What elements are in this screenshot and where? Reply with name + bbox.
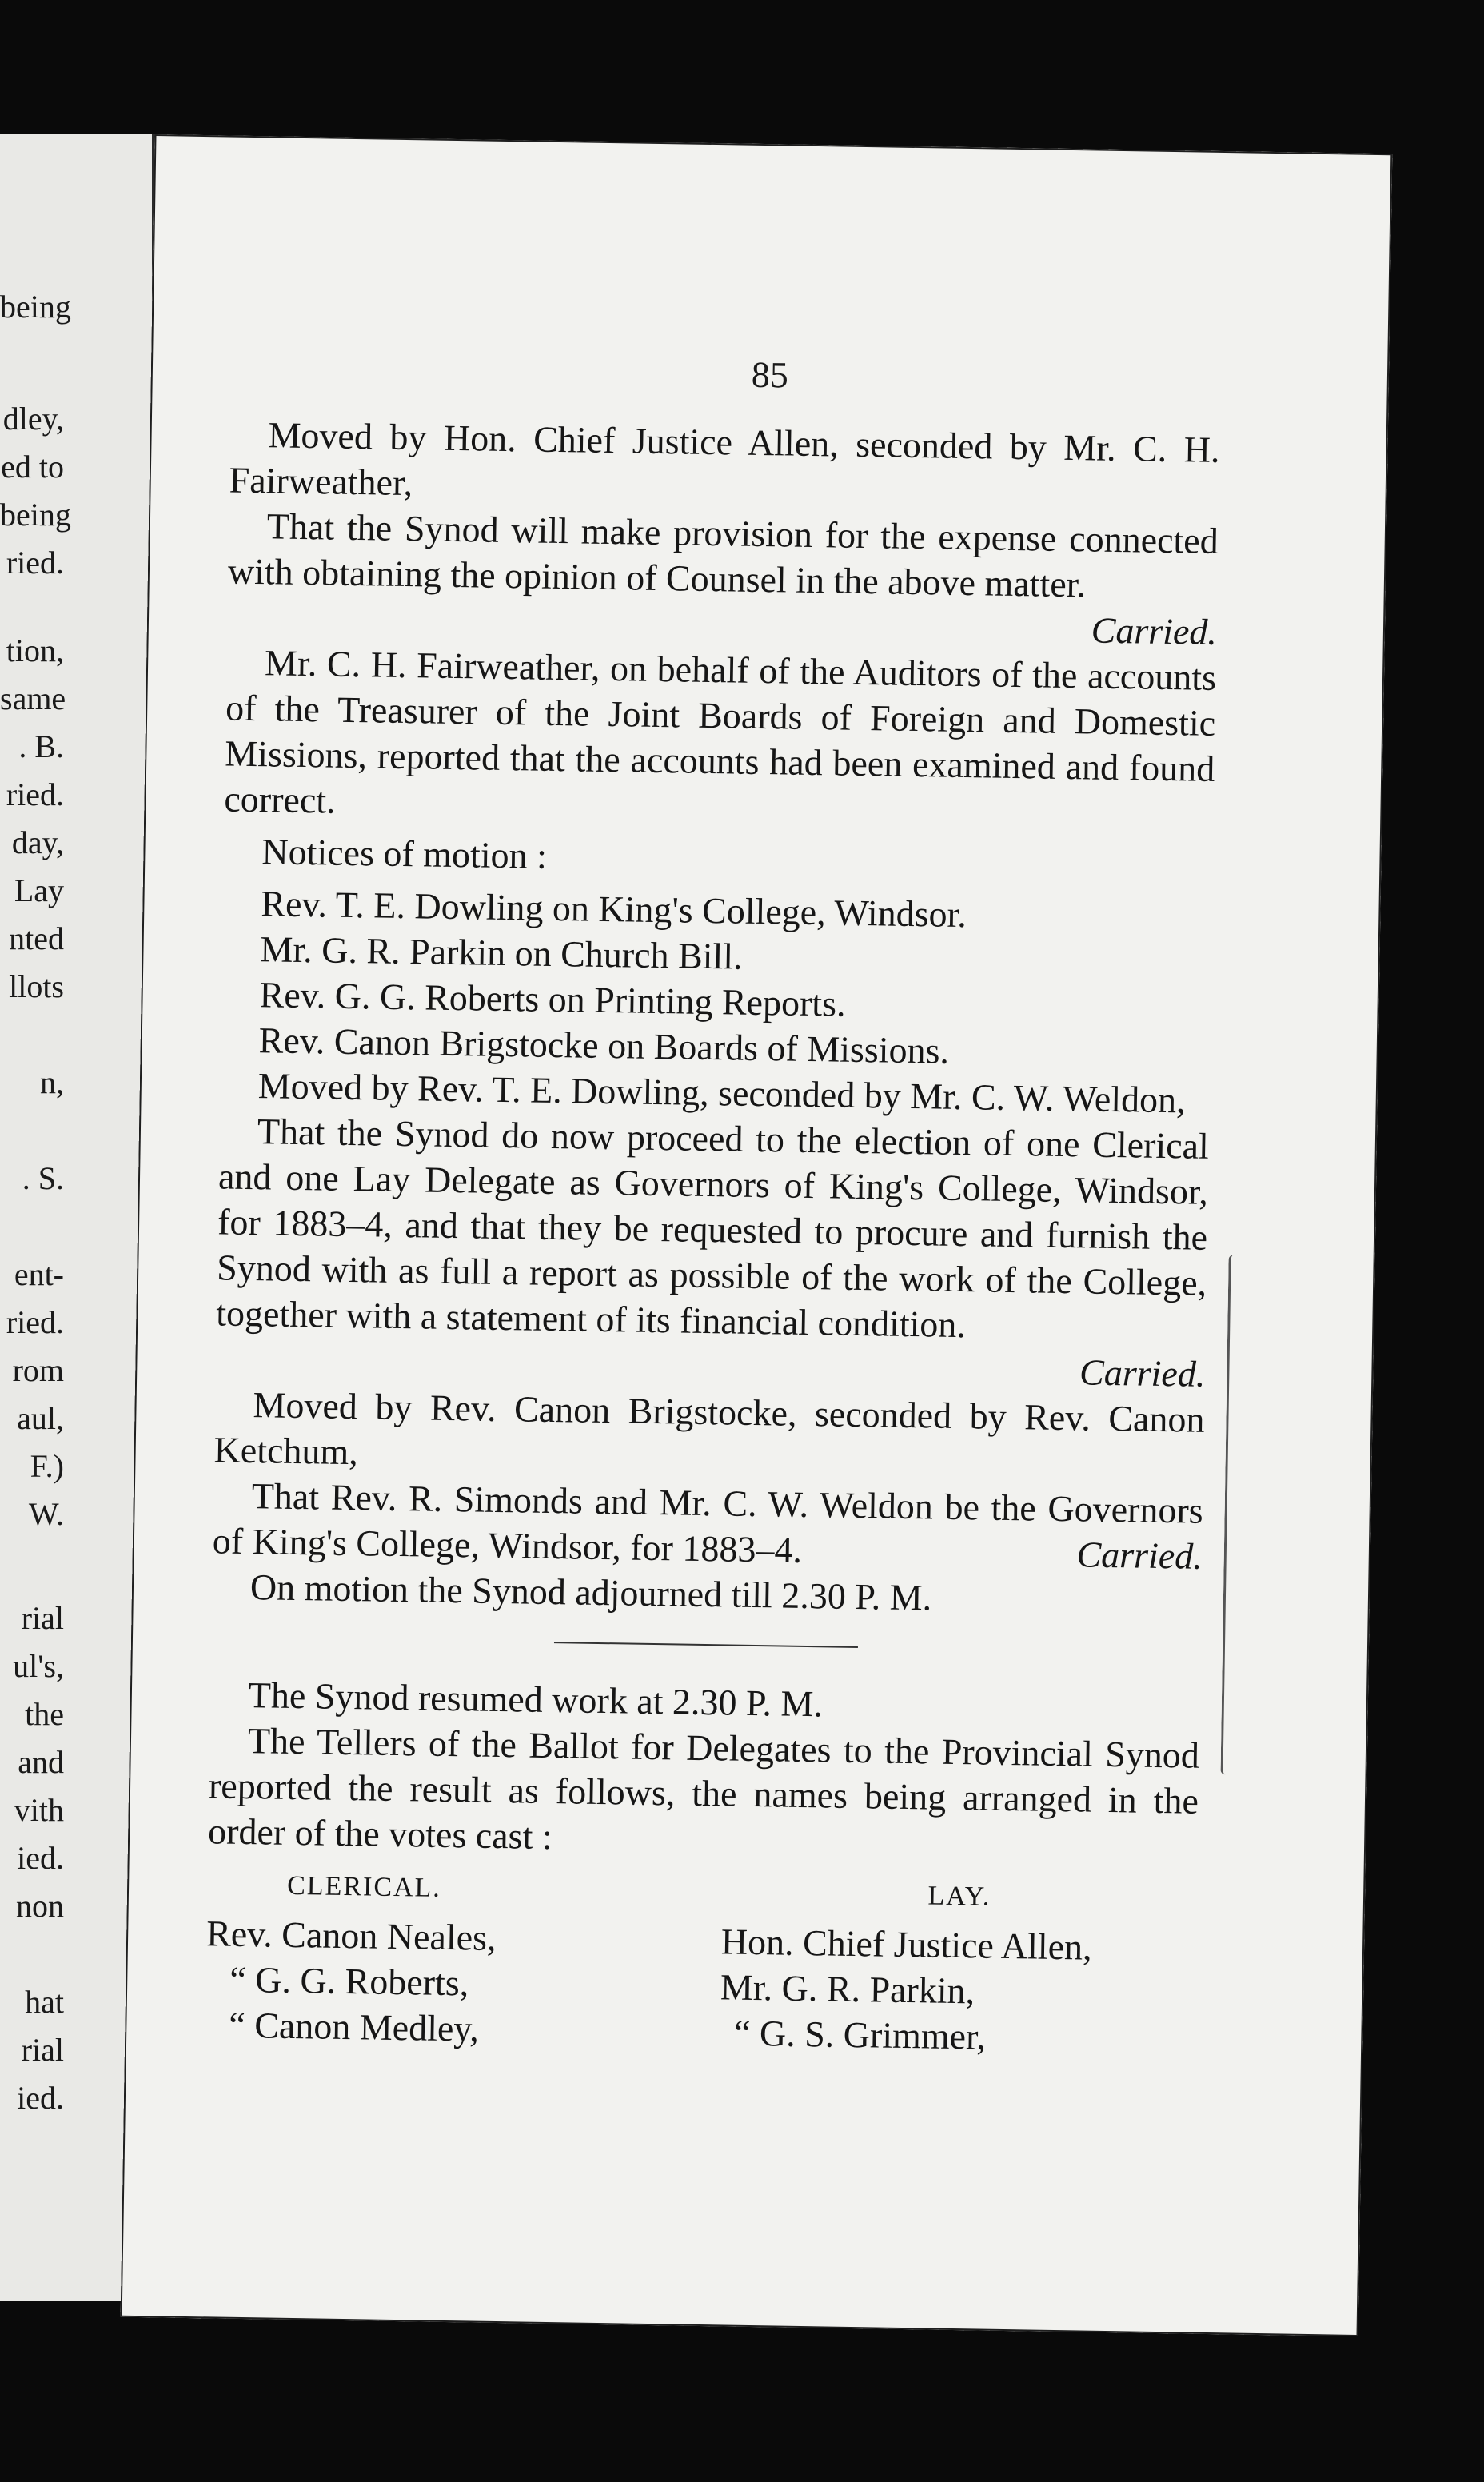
page-body <box>205 412 1220 2063</box>
facing-page-text-fragment: ed to <box>1 449 64 485</box>
carried-label: Carried. <box>1076 1534 1203 1577</box>
facing-page-text-fragment: ried. <box>6 776 64 812</box>
clerical-delegate: Rev. Canon Neales, <box>205 1913 497 1958</box>
facing-page-text-fragment: n, <box>40 1064 64 1100</box>
facing-page-text-fragment: and <box>18 1744 64 1780</box>
notices-list <box>220 880 1212 1077</box>
carried-label: Carried. <box>1079 1351 1206 1395</box>
facing-page-text-fragment: ul's, <box>13 1648 64 1684</box>
facing-page-text-fragment: . B. <box>18 728 64 764</box>
facing-page-text-fragment: llots <box>9 968 64 1004</box>
lay-names <box>720 1918 1197 2062</box>
facing-page-text-fragment: being <box>0 289 71 325</box>
document-page <box>121 134 1393 2336</box>
facing-page-text-fragment: ried. <box>6 1304 64 1340</box>
carried-label: Carried. <box>1091 609 1218 652</box>
notice-item: Rev. Canon Brigstocke on Boards of Missions. <box>258 1020 950 1071</box>
motion-paragraph: Moved by Rev. Canon Brigstocke, seconded by Rev. Canon Ketchum, <box>213 1384 1205 1473</box>
facing-page-text-fragment: same <box>0 680 66 716</box>
facing-page-text-fragment: rial <box>21 2032 64 2068</box>
facing-page-text-fragment: ied. <box>17 2080 64 2116</box>
facing-page-text-fragment: F.) <box>30 1448 64 1484</box>
facing-page-text-fragment: Lay <box>14 872 64 908</box>
clerical-delegate: “ G. G. Roberts, <box>229 1958 469 2004</box>
facing-page-text-fragment: aul, <box>17 1400 64 1436</box>
resolution-paragraph: That the Synod do now proceed to the election of one Clerical and one Lay Delegate as Governors of King's College, Windsor, for 1883–4, and that they be requested to procure and furnish the Synod with as full a report as possible of the work of the College, together with a statement of its financial condition. <box>215 1111 1210 1346</box>
facing-page-text-fragment: being <box>0 497 71 533</box>
clerical-names <box>205 1910 682 2054</box>
facing-page-text-fragment: dley, <box>2 401 64 437</box>
facing-page-text-fragment: . S. <box>22 1160 64 1196</box>
lay-column <box>720 1869 1198 2062</box>
facing-page-text-fragment: nted <box>9 920 64 956</box>
facing-page-text-fragment: day, <box>11 824 64 860</box>
notice-item: Mr. G. R. Parkin on Church Bill. <box>260 928 744 977</box>
notices-heading: Notices of motion : <box>261 831 548 876</box>
notice-item: Rev. T. E. Dowling on King's College, Windsor. <box>261 883 967 936</box>
facing-page-text-fragment: tion, <box>6 632 64 668</box>
facing-page-text-fragment: vith <box>14 1792 64 1828</box>
notice-item: Rev. G. G. Roberts on Printing Reports. <box>259 974 846 1024</box>
lay-delegate: “ G. S. Grimmer, <box>733 2012 987 2057</box>
lay-delegate: Mr. G. R. Parkin, <box>720 1966 975 2012</box>
facing-page-text-fragment: non <box>16 1888 64 1924</box>
clerical-delegate: “ Canon Medley, <box>229 2004 480 2049</box>
facing-page-text-fragment: rom <box>12 1352 64 1388</box>
facing-page-text-fragment: W. <box>28 1496 64 1532</box>
section-divider <box>554 1642 858 1648</box>
motion-paragraph: Moved by Hon. Chief Justice Allen, seconded by Mr. C. H. Fairweather, <box>229 414 1220 504</box>
page-number: 85 <box>751 353 789 396</box>
motion-paragraph: Moved by Rev. T. E. Dowling, seconded by Mr. C. W. Weldon, <box>257 1065 1186 1121</box>
clerical-heading: CLERICAL. <box>286 1870 442 1903</box>
lay-heading: LAY. <box>927 1881 991 1912</box>
adjournment-paragraph: On motion the Synod adjourned till 2.30 P. M. <box>249 1566 932 1618</box>
facing-page-text-fragment: ied. <box>17 1840 64 1876</box>
ballot-results <box>205 1862 1197 2062</box>
resolution-paragraph: That the Synod will make provision for the expense connected with obtaining the opinion of Counsel in the above matter. <box>227 505 1219 605</box>
resolution-paragraph <box>212 1472 1203 1578</box>
facing-page-text-fragment: ent- <box>14 1256 64 1292</box>
facing-page-text-fragment: hat <box>25 1984 64 2020</box>
ballot-report-paragraph: The Tellers of the Ballot for Delegates to the Provincial Synod reported the result as follows, the names being arranged in the order of the votes cast : <box>207 1720 1200 1858</box>
facing-page-text-fragment: rial <box>21 1600 64 1636</box>
margin-bracket-mark <box>1220 1255 1239 1774</box>
lay-delegate: Hon. Chief Justice Allen, <box>720 1921 1093 1968</box>
auditors-paragraph: Mr. C. H. Fairweather, on behalf of the Auditors of the accounts of the Treasurer of the Joint Boards of Foreign and Domestic Missions, reported that the accounts had been examined and found correct. <box>224 642 1217 821</box>
facing-page-text-fragment: ried. <box>6 545 64 581</box>
resolution-text: That Rev. R. Simonds and Mr. C. W. Weldon be the Governors of King's College, Windsor, for 1883–4. <box>212 1475 1204 1570</box>
facing-page-text-fragment: the <box>25 1696 64 1732</box>
clerical-column <box>205 1862 683 2054</box>
resumption-paragraph: The Synod resumed work at 2.30 P. M. <box>248 1674 824 1725</box>
